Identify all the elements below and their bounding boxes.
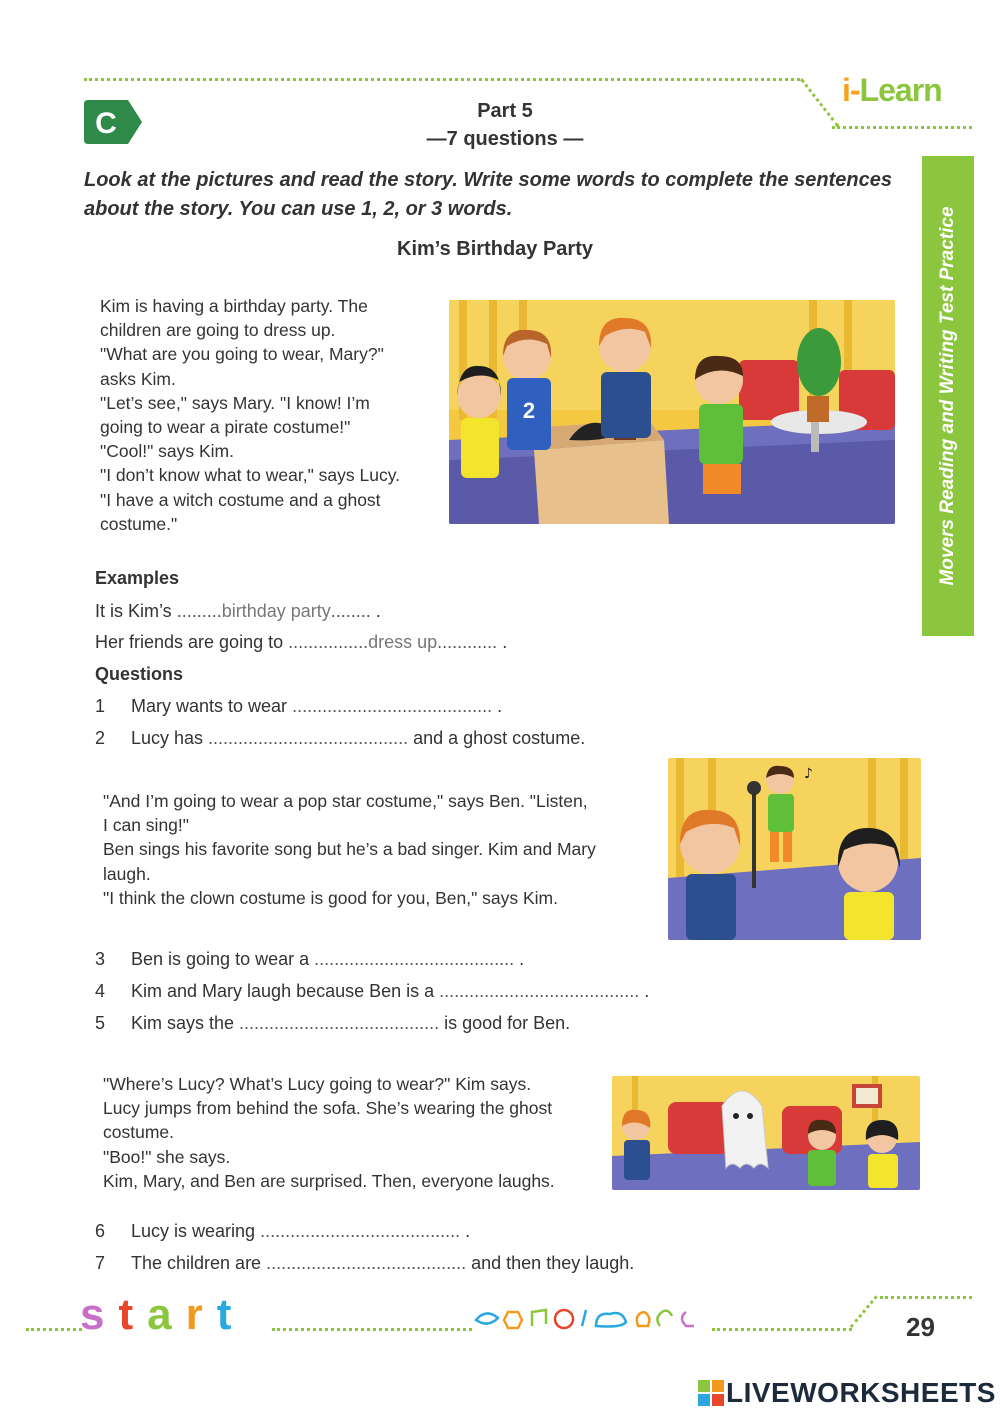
story-line: "And I’m going to wear a pop star costume," says Ben. "Listen, (103, 791, 588, 811)
footer-dashed-line-top-right (880, 1296, 972, 1299)
footer-dashed-line-right (712, 1328, 852, 1331)
answer-blank[interactable]: ........................................ (208, 728, 409, 748)
svg-text:2: 2 (522, 398, 536, 423)
story-line: Kim is having a birthday party. The (100, 296, 368, 316)
start-letter: t (216, 1290, 246, 1339)
story-paragraph-3 (103, 1072, 613, 1193)
question-text: Lucy is wearing (131, 1221, 261, 1241)
question-1 (95, 696, 502, 717)
answer-blank[interactable]: ........................................ (260, 1221, 461, 1241)
example-2 (95, 632, 507, 653)
decorative-icons (472, 1304, 712, 1334)
story-line: "I don’t know what to wear," says Lucy. (100, 465, 401, 486)
side-tab: Movers Reading and Writing Test Practice (922, 156, 974, 636)
question-number: 7 (95, 1253, 106, 1273)
question-end: and a ghost costume. (408, 728, 586, 748)
story-line: Ben sings his favorite song but he’s a bad singer. Kim and Mary (103, 839, 596, 860)
question-text: Kim says the (131, 1013, 240, 1033)
question-end: . (460, 1221, 471, 1241)
instructions: Look at the pictures and read the story. Write some words to complete the sentences about the story. You can use 1, 2, or 3 words. (84, 169, 892, 220)
question-6 (95, 1221, 470, 1242)
question-end: . (492, 696, 503, 716)
question-text: Kim and Mary laugh because Ben is a (131, 981, 440, 1001)
story-line: "Boo!" she says. (103, 1146, 231, 1167)
story-line: costume." (100, 513, 178, 534)
question-number: 4 (95, 981, 106, 1001)
question-text: The children are (131, 1253, 267, 1273)
start-letter: r (185, 1290, 217, 1339)
story-paragraph-2 (103, 789, 663, 910)
question-4 (95, 981, 649, 1002)
answer-blank[interactable]: ........................................ (239, 1013, 440, 1033)
ben-singing-picture (668, 758, 921, 940)
question-end: is good for Ben. (439, 1013, 571, 1033)
answer-blank[interactable]: ........................................ (314, 949, 515, 969)
example-1-dots: ......... (176, 601, 222, 621)
answer-blank[interactable]: ........................................ (292, 696, 493, 716)
question-text: Lucy has (131, 728, 209, 748)
footer-dashed-diagonal (850, 1295, 878, 1328)
question-number: 6 (95, 1221, 106, 1241)
section-c-badge (84, 100, 142, 144)
questions-label: Questions (95, 664, 184, 684)
header-dashed-line-right (832, 126, 972, 129)
ghost-surprise-picture (612, 1076, 920, 1190)
header-dashed-line-left (84, 78, 800, 81)
story-line: "Let’s see," says Mary. "I know! I’m (100, 392, 370, 413)
question-number: 3 (95, 949, 106, 969)
example-2-dots: ................ (288, 632, 369, 652)
example-1-answer: birthday party (221, 601, 331, 621)
story-paragraph-1 (100, 294, 440, 536)
question-3 (95, 949, 524, 970)
answer-blank[interactable]: ........................................ (439, 981, 640, 1001)
example-2-dots-end: ............ (437, 632, 498, 652)
story-line: Lucy jumps from behind the sofa. She’s wearing the ghost (103, 1098, 553, 1119)
story-line: asks Kim. (100, 368, 176, 389)
liveworksheets-logo-icon (698, 1380, 724, 1406)
party-room-picture (449, 300, 895, 524)
story-line: "I think the clown costume is good for you, Ben," says Kim. (103, 887, 558, 908)
start-letter: a (147, 1290, 186, 1339)
footer-dashed-line-mid (272, 1328, 472, 1331)
liveworksheets-watermark (698, 1376, 996, 1410)
start-letter: t (118, 1290, 148, 1339)
page-number: 29 (906, 1312, 935, 1342)
example-1-end: . (370, 601, 381, 621)
example-1 (95, 601, 381, 622)
story-line: costume. (103, 1122, 174, 1143)
i-learn-logo: i-Learn (842, 72, 942, 108)
header-dashed-diagonal (800, 78, 839, 127)
example-1-dots-end: ........ (330, 601, 371, 621)
story-line: "Cool!" says Kim. (100, 441, 234, 462)
question-number: 1 (95, 696, 106, 716)
part-subtitle: —7 questions — (426, 128, 584, 150)
question-end: . (514, 949, 525, 969)
svg-text:C: C (95, 107, 117, 140)
example-1-text: It is Kim’s (95, 601, 177, 621)
start-logo (80, 1290, 245, 1340)
question-text: Mary wants to wear (131, 696, 293, 716)
story-line: "I have a witch costume and a ghost (100, 489, 381, 510)
question-number: 5 (95, 1013, 106, 1033)
question-number: 2 (95, 728, 106, 748)
story-line: children are going to dress up. (100, 320, 336, 341)
answer-blank[interactable]: ........................................ (266, 1253, 467, 1273)
question-end: and then they laugh. (466, 1253, 635, 1273)
liveworksheets-text: LIVEWORKSHEETS (726, 1377, 996, 1408)
question-5 (95, 1013, 570, 1034)
question-7 (95, 1253, 634, 1274)
part-title: Part 5 (477, 100, 533, 122)
story-title: Kim’s Birthday Party (397, 238, 593, 260)
example-2-text: Her friends are going to (95, 632, 289, 652)
story-line: going to wear a pirate costume!" (100, 417, 351, 438)
story-line: Kim, Mary, and Ben are surprised. Then, everyone laughs. (103, 1170, 555, 1191)
example-2-answer: dress up (368, 632, 438, 652)
question-text: Ben is going to wear a (131, 949, 315, 969)
example-2-end: . (497, 632, 508, 652)
question-2 (95, 728, 585, 749)
story-line: "What are you going to wear, Mary?" (100, 344, 384, 365)
footer-dashed-line-left (26, 1328, 82, 1331)
examples-label: Examples (95, 568, 180, 588)
start-letter: s (80, 1290, 119, 1339)
question-end: . (639, 981, 650, 1001)
svg-text:♪: ♪ (804, 766, 813, 782)
story-line: I can sing!" (103, 815, 189, 836)
story-line: laugh. (103, 863, 151, 884)
story-line: "Where’s Lucy? What’s Lucy going to wear?" Kim says. (103, 1074, 532, 1094)
